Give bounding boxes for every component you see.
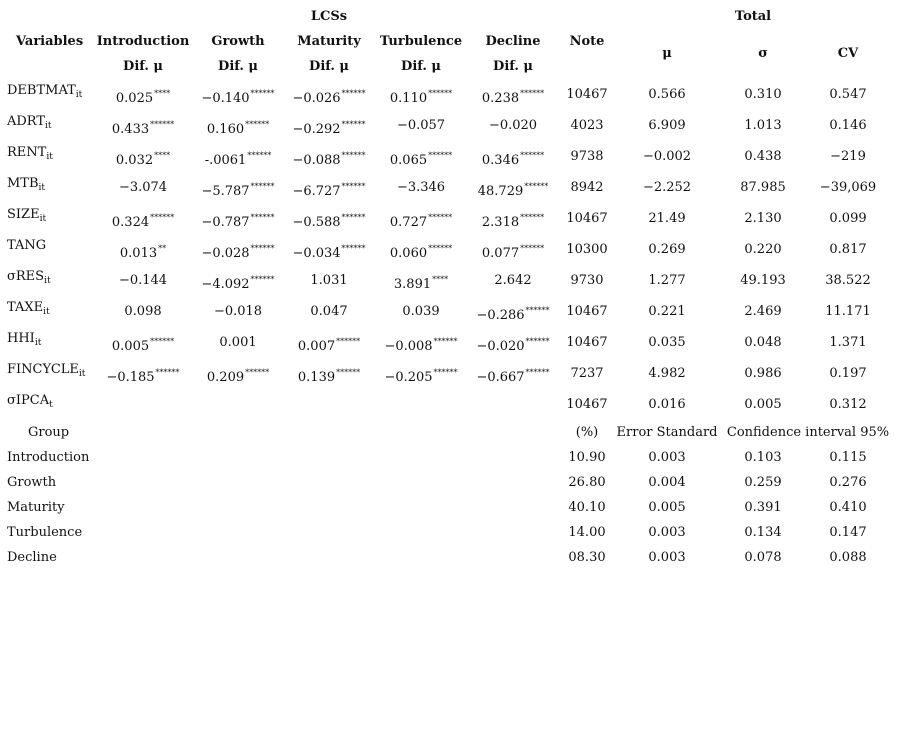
diff-value: −0.018 [213,304,263,319]
group-name: Turbulence [7,525,83,540]
diff-cell [489,118,537,134]
diff-value: 3.891 [393,277,432,292]
sigma-cell: 0.005 [744,397,782,412]
diff-value: 0.065 [389,153,428,168]
diff-value: 0.013 [119,246,158,261]
diff-cell [119,180,167,196]
diff-cell [476,370,549,386]
variable-subscript: it [44,276,51,286]
variable-name: TAXE [7,300,44,315]
significance-stars: **** [154,151,171,160]
variable-subscript: it [46,152,53,162]
group-name: Maturity [7,500,65,515]
significance-stars: **** [154,89,171,98]
group-ci-lower: 0.391 [744,500,782,515]
mu-cell: 6.909 [648,118,686,133]
stage-header: Growth [211,34,265,49]
sigma-cell: 0.986 [744,366,782,381]
note-cell: 10300 [566,242,608,257]
note-cell: 10467 [566,397,608,412]
significance-stars: ** [158,244,167,253]
cv-cell: 0.547 [829,87,867,102]
group-ci-lower: 0.078 [744,550,782,565]
note-cell: 10467 [566,211,608,226]
stage-subheader: Dif. μ [493,59,533,74]
stage-header: Introduction [96,34,190,49]
diff-cell [205,153,272,169]
diff-cell [390,246,452,262]
variable-name: MTB [7,176,39,191]
diff-cell [390,215,452,231]
sigma-cell: 1.013 [744,118,782,133]
mu-cell: 4.982 [648,366,686,381]
diff-cell [292,91,365,107]
significance-stars: ****** [341,244,366,253]
significance-stars: ****** [341,182,366,191]
mu-cell: 0.566 [648,87,686,102]
variable-name: HHI [7,331,35,346]
cv-cell: 0.099 [829,211,867,226]
diff-value: 0.077 [481,246,520,261]
significance-stars: ****** [524,182,549,191]
mu-header: μ [662,46,672,61]
significance-stars: ****** [525,368,550,377]
significance-stars: ****** [428,244,453,253]
diff-cell [384,339,457,355]
total-header: Total [734,9,772,24]
mu-cell: 21.49 [648,211,686,226]
diff-value: 0.160 [206,122,245,137]
diff-value: 0.238 [481,91,520,106]
cv-cell: 0.312 [829,397,867,412]
group-pct: 26.80 [568,475,606,490]
mu-cell: 0.035 [648,335,686,350]
cv-header: CV [837,46,859,61]
diff-cell [482,215,544,231]
variable-subscript: it [39,214,47,224]
significance-stars: ****** [150,213,175,222]
significance-stars: ****** [250,213,275,222]
group-ci-lower: 0.259 [744,475,782,490]
note-cell: 10467 [566,304,608,319]
significance-stars: ****** [525,337,550,346]
diff-cell [112,339,174,355]
diff-cell [298,339,360,355]
group-pct: 10.90 [568,450,606,465]
diff-cell [482,91,544,107]
diff-value: 0.001 [219,335,257,350]
diff-value: 48.729 [477,184,524,199]
note-cell: 7237 [570,366,604,381]
diff-cell [119,273,167,289]
diff-value: 0.433 [111,122,150,137]
variable-label [7,300,50,316]
diff-cell [390,91,452,107]
se-header: Error Standard [616,425,718,440]
group-pct: 14.00 [568,525,606,540]
significance-stars: ****** [525,306,550,315]
diff-value: 0.209 [206,370,245,385]
significance-stars: ****** [341,120,366,129]
variable-label [7,331,41,347]
variable-label [7,207,46,223]
variables-header: Variables [16,34,84,49]
diff-cell [298,370,360,386]
note-cell: 9738 [570,149,604,164]
variable-name: FINCYCLE [7,362,79,377]
sigma-cell: 0.438 [744,149,782,164]
diff-cell [478,184,549,200]
variable-label [7,114,52,130]
cv-cell: 1.371 [829,335,867,350]
significance-stars: ****** [250,275,275,284]
note-cell: 10467 [566,87,608,102]
diff-cell [292,246,365,262]
diff-value: 0.047 [310,304,348,319]
diff-cell [207,122,269,138]
significance-stars: ****** [155,368,180,377]
variable-name: σIPCA [7,393,50,408]
diff-cell [201,91,274,107]
diff-cell [292,153,365,169]
mu-cell: 0.221 [648,304,686,319]
cv-cell: 0.817 [829,242,867,257]
sigma-cell: 0.048 [744,335,782,350]
mu-cell: 0.269 [648,242,686,257]
diff-value: −0.140 [201,91,250,106]
diff-cell [482,246,544,262]
diff-value: −0.026 [292,91,341,106]
variable-subscript: t [49,400,53,410]
significance-stars: ****** [150,337,175,346]
significance-stars: ****** [245,120,270,129]
diff-cell [310,273,347,289]
significance-stars: ****** [150,120,175,129]
group-se: 0.005 [648,500,686,515]
diff-cell [214,304,262,320]
significance-stars: ****** [428,151,453,160]
lcss-header: LCSs [310,9,348,24]
variable-subscript: it [75,90,83,100]
group-ci-lower: 0.103 [744,450,782,465]
cv-cell: −39,069 [819,180,877,195]
variable-name: ADRT [7,114,46,129]
diff-value: 0.346 [481,153,520,168]
significance-stars: ****** [433,368,458,377]
group-ci-upper: 0.147 [829,525,867,540]
variable-label [7,269,51,285]
variable-name: DEBTMAT [7,83,76,98]
diff-cell [310,304,347,320]
diff-cell [402,304,439,320]
diff-cell [476,339,549,355]
diff-cell [384,370,457,386]
diff-cell [116,91,170,107]
variable-subscript: it [43,307,50,317]
diff-value: 0.110 [389,91,428,106]
significance-stars: ****** [336,368,361,377]
diff-value: 2.642 [494,273,532,288]
diff-cell [292,215,365,231]
diff-value: −0.667 [476,370,525,385]
diff-value: −0.588 [292,215,341,230]
significance-stars: ****** [250,244,275,253]
diff-value: −0.028 [201,246,250,261]
variable-label [7,393,53,409]
stage-header: Turbulence [379,34,463,49]
significance-stars: ****** [341,151,366,160]
diff-value: 0.005 [111,339,150,354]
diff-value: −0.144 [118,273,168,288]
variable-name: σRES [7,269,45,284]
significance-stars: ****** [250,182,275,191]
variable-label [7,176,45,192]
group-ci-upper: 0.276 [829,475,867,490]
diff-cell [106,370,179,386]
diff-value: −0.057 [396,118,446,133]
note-cell: 8942 [570,180,604,195]
significance-stars: ****** [250,89,275,98]
group-ci-upper: 0.115 [829,450,867,465]
note-cell: 9730 [570,273,604,288]
stage-header: Decline [485,34,541,49]
diff-cell [494,273,531,289]
diff-cell [207,370,269,386]
mu-cell: 1.277 [648,273,686,288]
mu-cell: −0.002 [642,149,692,164]
diff-cell [394,277,448,293]
variable-label [7,83,82,99]
diff-value: −0.292 [292,122,341,137]
variable-subscript: it [78,369,86,379]
group-name: Decline [7,550,57,565]
diff-cell [112,122,174,138]
diff-value: 0.727 [389,215,428,230]
significance-stars: ****** [247,151,272,160]
significance-stars: ****** [428,89,453,98]
diff-value: −4.092 [201,277,250,292]
diff-cell [292,122,365,138]
sigma-cell: 0.310 [744,87,782,102]
diff-cell [201,184,274,200]
group-se: 0.003 [648,525,686,540]
mu-cell: −2.252 [642,180,692,195]
significance-stars: ****** [245,368,270,377]
group-ci-lower: 0.134 [744,525,782,540]
significance-stars: ****** [520,89,545,98]
stage-header: Maturity [297,34,361,49]
diff-value: 0.060 [389,246,428,261]
diff-value: −0.185 [106,370,155,385]
diff-cell [112,215,174,231]
diff-cell [397,118,445,134]
diff-cell [476,308,549,324]
sigma-cell: 49.193 [740,273,786,288]
cv-cell: 11.171 [825,304,871,319]
significance-stars: ****** [520,244,545,253]
diff-value: -.0061 [204,153,247,168]
ci-header: Confidence interval 95% [726,425,890,440]
sigma-cell: 0.220 [744,242,782,257]
group-name: Introduction [7,450,90,465]
diff-cell [201,246,274,262]
diff-value: −0.020 [476,339,525,354]
group-se: 0.004 [648,475,686,490]
diff-cell [397,180,445,196]
diff-value: −0.286 [476,308,525,323]
variable-label [7,238,46,254]
diff-cell [201,215,274,231]
group-pct: 08.30 [568,550,606,565]
diff-cell [390,153,452,169]
sigma-cell: 2.469 [744,304,782,319]
diff-value: 0.039 [402,304,440,319]
diff-cell [482,153,544,169]
sigma-header: σ [758,46,768,61]
diff-value: −3.074 [118,180,168,195]
diff-value: 1.031 [310,273,348,288]
diff-value: −6.727 [292,184,341,199]
significance-stars: ****** [520,213,545,222]
group-se: 0.003 [648,550,686,565]
group-se: 0.003 [648,450,686,465]
diff-value: −5.787 [201,184,250,199]
diff-value: 0.032 [115,153,154,168]
diff-value: −0.205 [384,370,433,385]
diff-cell [292,184,365,200]
significance-stars: **** [432,275,449,284]
group-name: Growth [7,475,57,490]
variable-name: RENT [7,145,47,160]
diff-cell [120,246,166,262]
diff-value: −0.088 [292,153,341,168]
diff-value: −3.346 [396,180,446,195]
note-header: Note [569,34,605,49]
group-ci-upper: 0.410 [829,500,867,515]
significance-stars: ****** [341,213,366,222]
variable-label [7,362,85,378]
sigma-cell: 2.130 [744,211,782,226]
variable-name: SIZE [7,207,40,222]
variable-name: TANG [7,238,47,253]
group-ci-upper: 0.088 [829,550,867,565]
stage-subheader: Dif. μ [309,59,349,74]
cv-cell: −219 [830,149,866,164]
cv-cell: 0.197 [829,366,867,381]
variable-subscript: it [38,183,46,193]
significance-stars: ****** [433,337,458,346]
diff-value: 0.098 [124,304,162,319]
diff-cell [124,304,161,320]
diff-value: 0.324 [111,215,150,230]
variable-label [7,145,53,161]
variable-subscript: it [34,338,42,348]
stage-subheader: Dif. μ [401,59,441,74]
pct-header: (%) [575,425,599,440]
diff-value: −0.008 [384,339,433,354]
stage-subheader: Dif. μ [218,59,258,74]
cv-cell: 0.146 [829,118,867,133]
diff-value: −0.034 [292,246,341,261]
group-pct: 40.10 [568,500,606,515]
mu-cell: 0.016 [648,397,686,412]
diff-value: −0.787 [201,215,250,230]
diff-cell [116,153,170,169]
significance-stars: ****** [428,213,453,222]
cv-cell: 38.522 [825,273,871,288]
stage-subheader: Dif. μ [123,59,163,74]
diff-value: 2.318 [481,215,520,230]
significance-stars: ****** [520,151,545,160]
significance-stars: ****** [341,89,366,98]
diff-value: 0.025 [115,91,154,106]
note-cell: 4023 [570,118,604,133]
diff-cell [201,277,274,293]
diff-value: −0.020 [488,118,538,133]
note-cell: 10467 [566,335,608,350]
diff-value: 0.007 [297,339,336,354]
significance-stars: ****** [336,337,361,346]
group-header: Group [28,425,70,440]
sigma-cell: 87.985 [740,180,786,195]
diff-cell [219,335,256,351]
diff-value: 0.139 [297,370,336,385]
variable-subscript: it [45,121,52,131]
